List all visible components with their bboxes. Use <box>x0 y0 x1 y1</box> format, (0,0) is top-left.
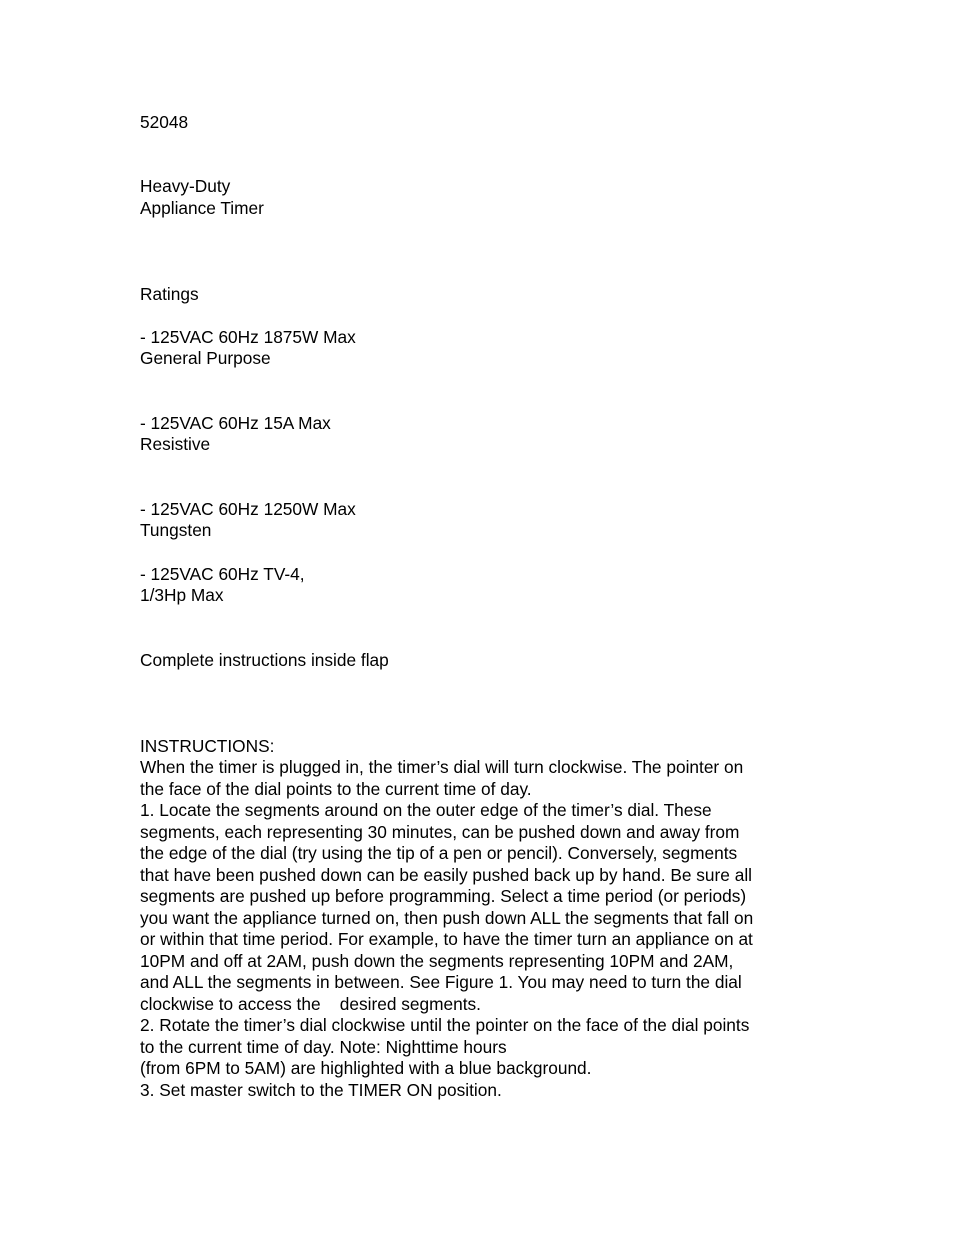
instruction-line: the face of the dial points to the current time of day. <box>140 779 532 799</box>
instruction-line: or within that time period. For example, to have the timer turn an appliance on at <box>140 929 753 949</box>
rating-type: 1/3Hp Max <box>140 585 224 605</box>
instruction-line: and ALL the segments in between. See Figure 1. You may need to turn the dial <box>140 972 742 992</box>
instructions-note: Complete instructions inside flap <box>140 650 389 670</box>
rating-type: Resistive <box>140 434 211 454</box>
instruction-line: 3. Set master switch to the TIMER ON position. <box>140 1080 502 1100</box>
rating-type: Tungsten <box>140 520 212 540</box>
instruction-line: to the current time of day. Note: Nighttime hours <box>140 1037 507 1057</box>
instruction-line: you want the appliance turned on, then push down ALL the segments that fall on <box>140 908 754 928</box>
instruction-line: the edge of the dial (try using the tip of a pen or pencil). Conversely, segments <box>140 843 738 863</box>
rating-type: General Purpose <box>140 348 271 368</box>
instruction-line: that have been pushed down can be easily pushed back up by hand. Be sure all <box>140 865 752 885</box>
instruction-line: 10PM and off at 2AM, push down the segments representing 10PM and 2AM, <box>140 951 734 971</box>
rating-spec: - 125VAC 60Hz 1875W Max <box>140 327 356 347</box>
instructions-heading: INSTRUCTIONS: <box>140 736 275 756</box>
instruction-line: clockwise to access the desired segments. <box>140 994 481 1014</box>
instruction-line: segments, each representing 30 minutes, can be pushed down and away from <box>140 822 740 842</box>
rating-spec: - 125VAC 60Hz 15A Max <box>140 413 331 433</box>
instruction-line: segments are pushed up before programming. Select a time period (or periods) <box>140 886 747 906</box>
rating-spec: - 125VAC 60Hz TV-4, <box>140 564 305 584</box>
product-title-line-2: Appliance Timer <box>140 198 264 218</box>
ratings-heading: Ratings <box>140 284 199 304</box>
product-title-line-1: Heavy-Duty <box>140 176 231 196</box>
instruction-line: 2. Rotate the timer’s dial clockwise until the pointer on the face of the dial points <box>140 1015 750 1035</box>
instruction-line: (from 6PM to 5AM) are highlighted with a blue background. <box>140 1058 592 1078</box>
model-number: 52048 <box>140 112 189 132</box>
instruction-line: When the timer is plugged in, the timer’s dial will turn clockwise. The pointer on <box>140 757 744 777</box>
instruction-line: 1. Locate the segments around on the outer edge of the timer’s dial. These <box>140 800 712 820</box>
rating-spec: - 125VAC 60Hz 1250W Max <box>140 499 356 519</box>
